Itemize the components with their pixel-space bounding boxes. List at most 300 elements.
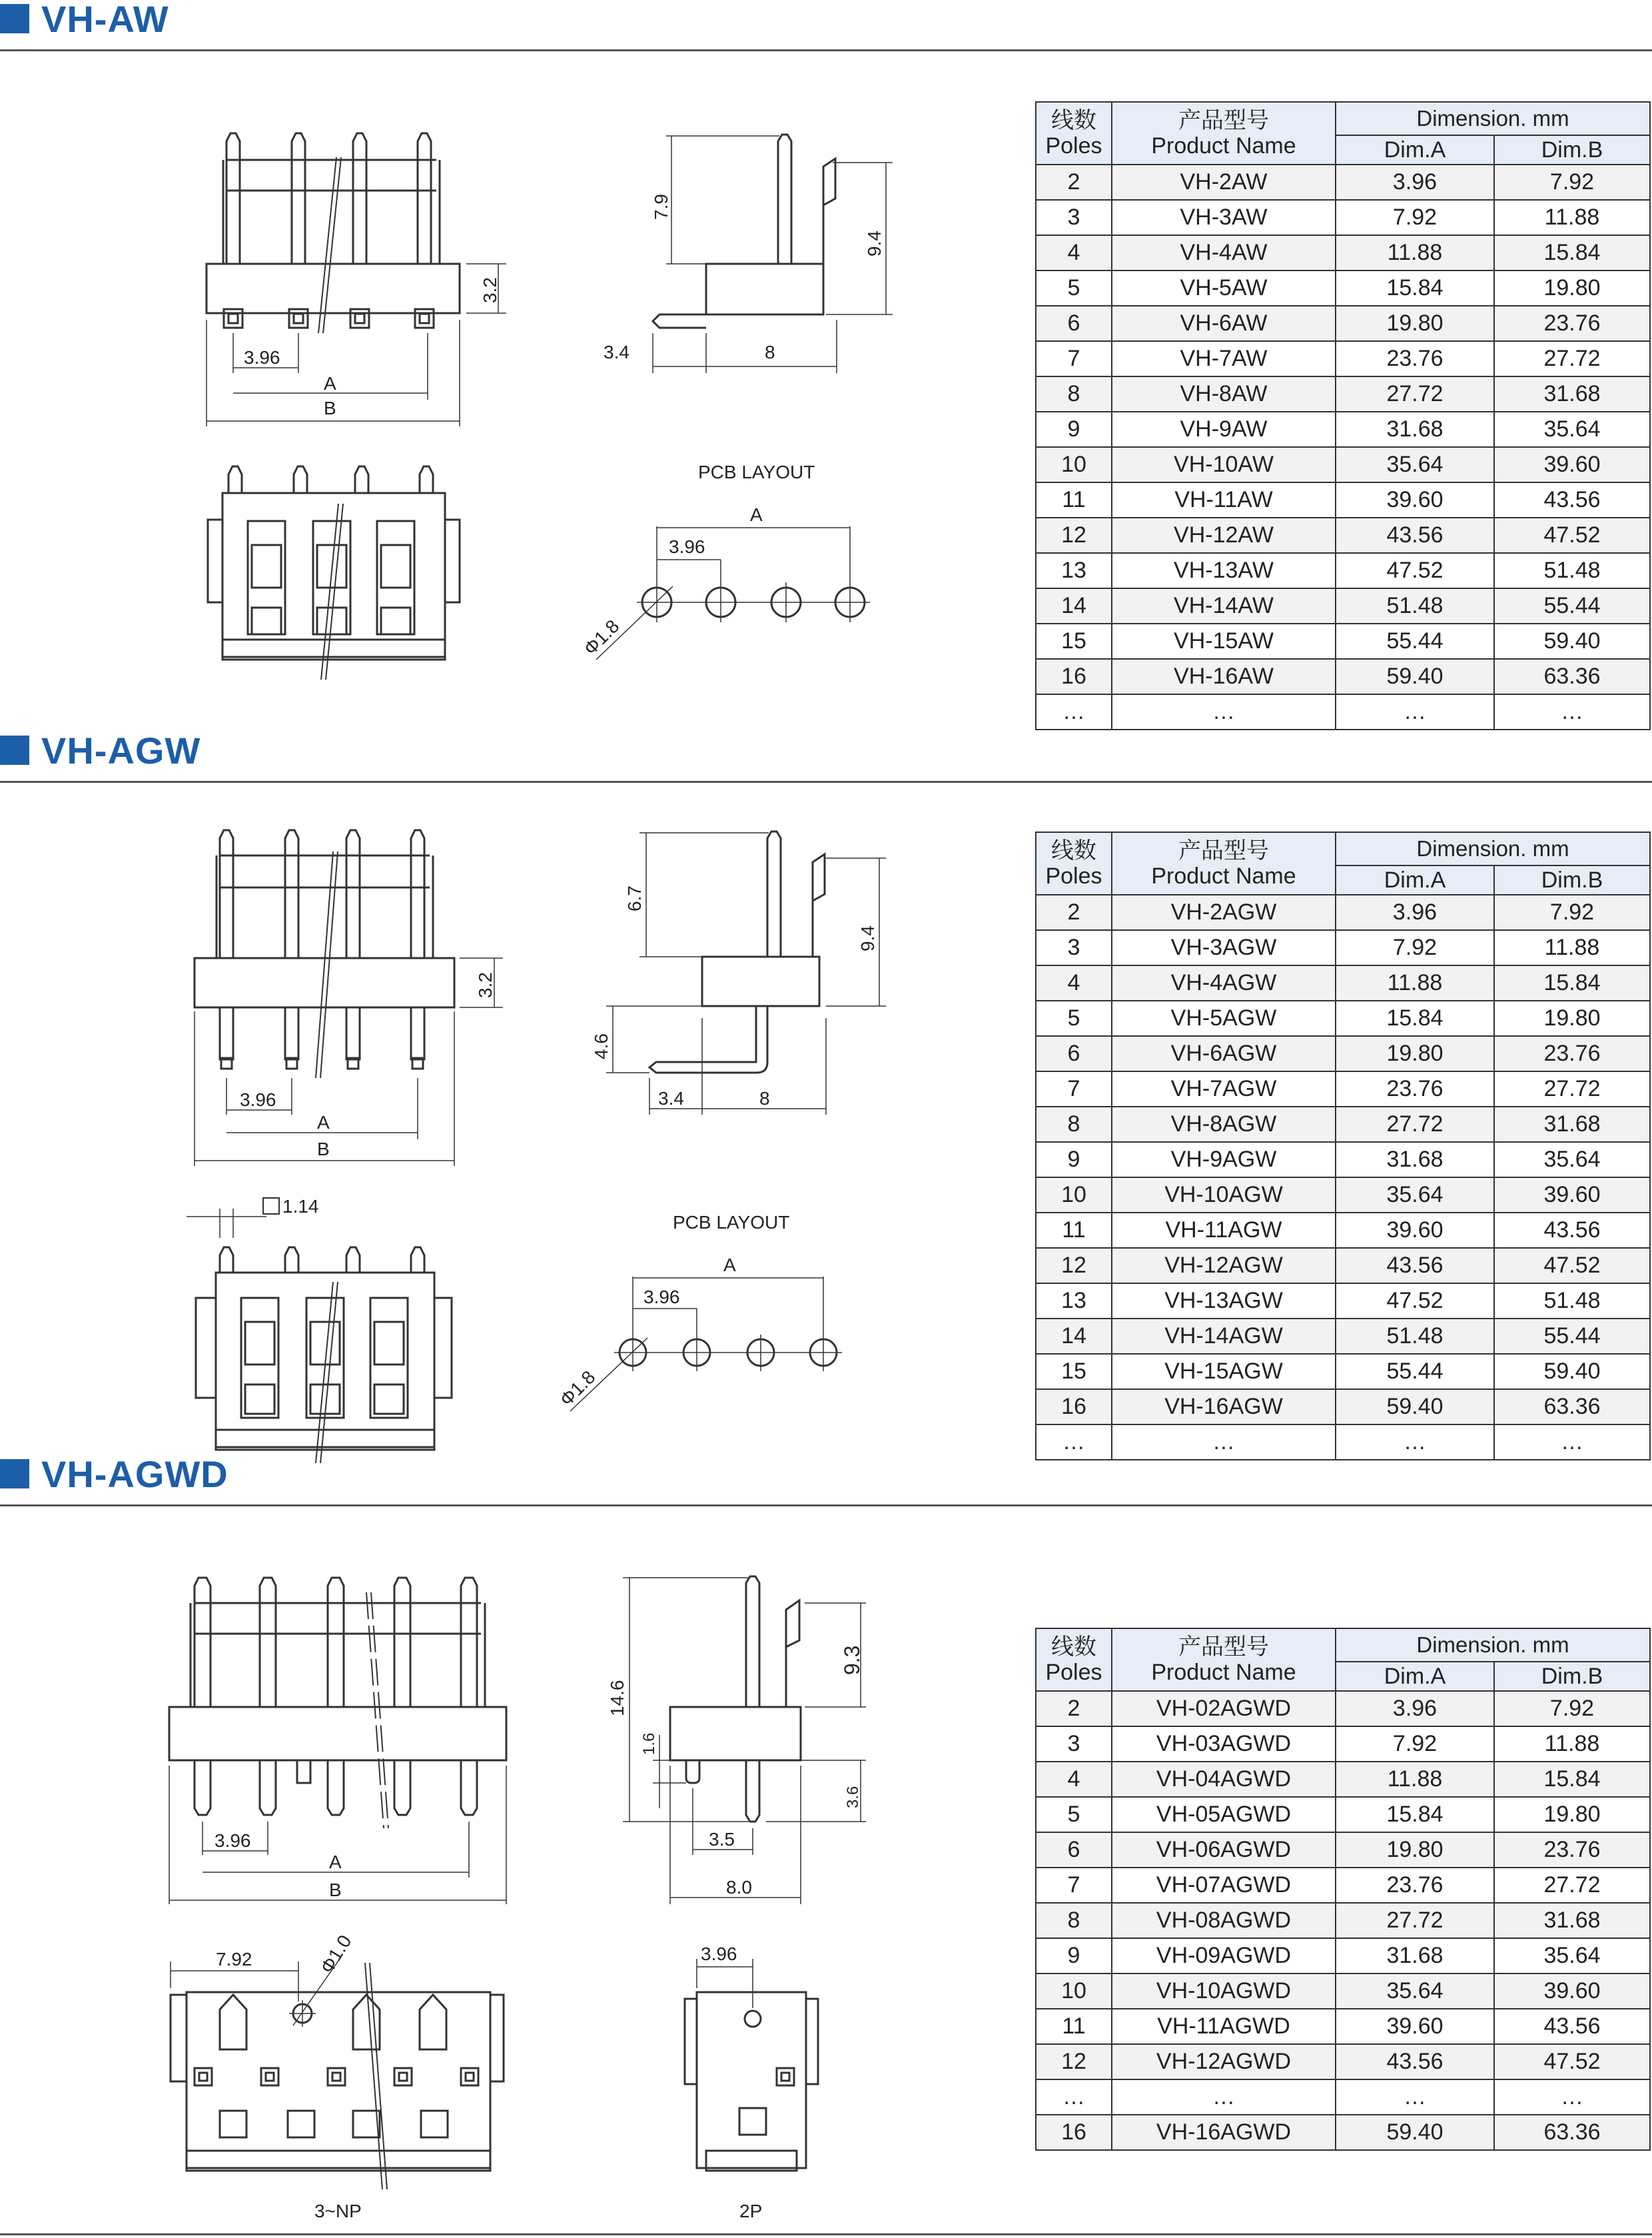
cell-product-name: VH-16AW [1112, 659, 1336, 694]
cell-product-name: VH-15AW [1112, 624, 1336, 659]
header-product-name: 产品型号 Product Name [1112, 832, 1336, 895]
cell-poles: 12 [1036, 518, 1112, 553]
cell-dim-a: 59.40 [1336, 1389, 1494, 1424]
technical-drawing [0, 1455, 1026, 2238]
cell-product-name: VH-2AGW [1112, 895, 1336, 930]
dim-side-peg-offset: 3.5 [709, 1829, 735, 1850]
technical-drawing [0, 732, 1026, 1464]
cell-product-name: VH-13AW [1112, 553, 1336, 588]
cell-poles: 16 [1036, 1389, 1112, 1424]
cell-dim-b: 47.52 [1494, 518, 1650, 553]
cell-dim-a: 47.52 [1336, 1283, 1494, 1319]
cell-poles: 10 [1036, 1973, 1112, 2009]
cell-product-name: VH-11AGWD [1112, 2009, 1336, 2044]
cell-product-name: VH-13AGW [1112, 1283, 1336, 1319]
cell-poles: 7 [1036, 1071, 1112, 1107]
dim-pitch-2p: 3.96 [701, 1944, 737, 1964]
cell-dim-a: 39.60 [1336, 1213, 1494, 1248]
cell-dim-b: … [1494, 2079, 1650, 2115]
cell-dim-a: 31.68 [1336, 1938, 1494, 1973]
cell-poles: 4 [1036, 965, 1112, 1001]
cell-product-name: … [1112, 2079, 1336, 2115]
section-title: VH-AGW [41, 730, 201, 772]
cell-poles: … [1036, 1424, 1112, 1460]
table-row [1036, 553, 1650, 588]
cell-product-name: VH-10AW [1112, 447, 1336, 482]
cell-dim-a: 35.64 [1336, 1973, 1494, 2009]
page-bottom-rule [0, 2233, 1652, 2235]
cell-dim-a: 31.68 [1336, 412, 1494, 447]
table-row [1036, 2044, 1650, 2079]
cell-dim-a: 11.88 [1336, 965, 1494, 1001]
cell-dim-b: 51.48 [1494, 1283, 1650, 1319]
cell-poles: 7 [1036, 341, 1112, 376]
dim-pitch: 3.96 [240, 1089, 276, 1110]
cell-product-name: VH-9AGW [1112, 1142, 1336, 1177]
cell-dim-b: 63.36 [1494, 2115, 1650, 2150]
cell-dim-a: 19.80 [1336, 1036, 1494, 1071]
cell-dim-b: 27.72 [1494, 1071, 1650, 1107]
cell-poles: 14 [1036, 1319, 1112, 1354]
table-row [1036, 930, 1650, 965]
cell-dim-b: 35.64 [1494, 412, 1650, 447]
front-view [206, 133, 506, 426]
cell-poles: 10 [1036, 447, 1112, 482]
cell-poles: 13 [1036, 553, 1112, 588]
pcb-layout-title: PCB LAYOUT [673, 1212, 790, 1233]
dim-a: A [317, 1112, 330, 1133]
cell-poles: 12 [1036, 2044, 1112, 2079]
dim-side-tail: 3.4 [604, 342, 629, 362]
header-dimension: Dimension. mm [1336, 102, 1650, 135]
header-dim-a: Dim.A [1336, 865, 1494, 895]
table-row [1036, 1177, 1650, 1213]
cell-poles: 5 [1036, 1797, 1112, 1832]
cell-poles: 6 [1036, 1832, 1112, 1868]
table-row [1036, 482, 1650, 518]
dim-side-len: 8 [765, 342, 775, 362]
cell-poles: 12 [1036, 1248, 1112, 1283]
cell-dim-a: 15.84 [1336, 1001, 1494, 1036]
dim-side-tail: 3.4 [658, 1088, 684, 1109]
table-row [1036, 1797, 1650, 1832]
cell-dim-a: 43.56 [1336, 2044, 1494, 2079]
dim-side-right: 9.3 [840, 1645, 864, 1675]
cell-dim-a: 7.92 [1336, 930, 1494, 965]
pcb-layout [596, 526, 870, 660]
dim-b: B [324, 398, 336, 418]
table-row [1036, 412, 1650, 447]
cell-poles: 11 [1036, 482, 1112, 518]
cell-dim-a: 51.48 [1336, 1319, 1494, 1354]
dim-side-total: 9.4 [857, 925, 878, 951]
bottom-view [187, 1198, 452, 1463]
cell-product-name: VH-15AGW [1112, 1354, 1336, 1389]
table-row [1036, 659, 1650, 694]
dim-side-top: 7.9 [651, 194, 671, 220]
cell-poles: 8 [1036, 1903, 1112, 1938]
cell-dim-a: 59.40 [1336, 659, 1494, 694]
table-row [1036, 1036, 1650, 1071]
cell-poles: 4 [1036, 1762, 1112, 1797]
cell-poles: 3 [1036, 930, 1112, 965]
header-poles: 线数 Poles [1036, 102, 1112, 165]
cell-dim-b: 23.76 [1494, 1036, 1650, 1071]
section-title: VH-AW [41, 0, 169, 40]
dim-side-low: 3.6 [844, 1786, 862, 1808]
cell-poles: 9 [1036, 1142, 1112, 1177]
dim-a: A [324, 373, 336, 394]
table-row [1036, 895, 1650, 930]
section-vh-agw [0, 732, 1652, 1464]
cell-dim-a: 7.92 [1336, 1726, 1494, 1762]
cell-dim-b: 27.72 [1494, 341, 1650, 376]
dim-side-total: 14.6 [607, 1680, 627, 1716]
header-dimension: Dimension. mm [1336, 1628, 1650, 1662]
table-row [1036, 1903, 1650, 1938]
table-row [1036, 1868, 1650, 1903]
table-row [1036, 2115, 1650, 2150]
cell-dim-b: 35.64 [1494, 1938, 1650, 1973]
cell-dim-b: 31.68 [1494, 1903, 1650, 1938]
side-view [653, 135, 893, 373]
table-row [1036, 165, 1650, 200]
cell-dim-b: 59.40 [1494, 624, 1650, 659]
cell-dim-a: 3.96 [1336, 1691, 1494, 1726]
cell-product-name: VH-7AGW [1112, 1071, 1336, 1107]
cell-product-name: VH-12AW [1112, 518, 1336, 553]
dimension-table [1035, 101, 1651, 730]
cell-dim-b: 39.60 [1494, 447, 1650, 482]
cell-dim-b: 27.72 [1494, 1868, 1650, 1903]
table-row [1036, 1762, 1650, 1797]
cell-dim-b: 7.92 [1494, 165, 1650, 200]
table-row [1036, 1389, 1650, 1424]
cell-product-name: VH-03AGWD [1112, 1726, 1336, 1762]
cell-product-name: VH-06AGWD [1112, 1832, 1336, 1868]
table-row [1036, 1691, 1650, 1726]
table-row [1036, 1832, 1650, 1868]
cell-dim-b: 15.84 [1494, 1762, 1650, 1797]
section-title: VH-AGWD [41, 1453, 228, 1495]
dim-height: 3.2 [475, 972, 496, 998]
cell-product-name: VH-5AW [1112, 271, 1336, 306]
cell-product-name: VH-08AGWD [1112, 1903, 1336, 1938]
cell-dim-a: 39.60 [1336, 2009, 1494, 2044]
dim-pin-square: 1.14 [282, 1196, 319, 1217]
cell-poles: 2 [1036, 895, 1112, 930]
cell-dim-a: 23.76 [1336, 1868, 1494, 1903]
cell-product-name: VH-11AGW [1112, 1213, 1336, 1248]
cell-product-name: VH-4AGW [1112, 965, 1336, 1001]
cell-dim-b: 39.60 [1494, 1973, 1650, 2009]
cell-dim-a: 31.68 [1336, 1142, 1494, 1177]
bottom-view-2p [685, 1959, 818, 2171]
dim-side-len: 8.0 [726, 1877, 752, 1898]
cell-product-name: VH-09AGWD [1112, 1938, 1336, 1973]
pcb-dim-pitch: 3.96 [643, 1287, 680, 1307]
cell-dim-b: 7.92 [1494, 895, 1650, 930]
side-view [606, 832, 886, 1115]
table-row [1036, 1071, 1650, 1107]
dim-side-peg: 1.6 [640, 1732, 658, 1755]
section-vh-aw [0, 0, 1652, 740]
header-dim-a: Dim.A [1336, 135, 1494, 165]
cell-poles: 10 [1036, 1177, 1112, 1213]
front-view [195, 830, 503, 1166]
cell-poles: 9 [1036, 412, 1112, 447]
cell-poles: 14 [1036, 588, 1112, 624]
header-product-name: 产品型号 Product Name [1112, 1628, 1336, 1691]
cell-poles: 2 [1036, 165, 1112, 200]
cell-dim-b: 59.40 [1494, 1354, 1650, 1389]
cell-dim-a: 55.44 [1336, 1354, 1494, 1389]
cell-product-name: VH-04AGWD [1112, 1762, 1336, 1797]
cell-poles: 11 [1036, 2009, 1112, 2044]
cell-dim-a: 27.72 [1336, 376, 1494, 412]
cell-poles: 3 [1036, 200, 1112, 235]
cell-dim-a: 23.76 [1336, 341, 1494, 376]
cell-dim-a: 3.96 [1336, 165, 1494, 200]
dim-side-len: 8 [759, 1088, 770, 1109]
cell-dim-b: 31.68 [1494, 1107, 1650, 1142]
cell-product-name: VH-02AGWD [1112, 1691, 1336, 1726]
table-row [1036, 306, 1650, 341]
table-row [1036, 200, 1650, 235]
dim-side-total: 9.4 [864, 231, 885, 257]
cell-dim-b: 63.36 [1494, 1389, 1650, 1424]
cell-dim-b: 11.88 [1494, 930, 1650, 965]
cell-product-name: VH-9AW [1112, 412, 1336, 447]
table-row [1036, 235, 1650, 271]
table-row [1036, 1283, 1650, 1319]
cell-poles: 16 [1036, 659, 1112, 694]
cell-dim-a: 43.56 [1336, 518, 1494, 553]
dim-pitch: 3.96 [214, 1830, 251, 1851]
dim-b: B [329, 1880, 342, 1900]
header-poles: 线数 Poles [1036, 1628, 1112, 1691]
cell-product-name: VH-6AGW [1112, 1036, 1336, 1071]
cell-dim-a: 35.64 [1336, 1177, 1494, 1213]
cell-poles: 3 [1036, 1726, 1112, 1762]
pcb-layout [570, 1277, 842, 1411]
cell-dim-b: 15.84 [1494, 235, 1650, 271]
cell-dim-a: … [1336, 694, 1494, 730]
cell-dim-a: 11.88 [1336, 1762, 1494, 1797]
table-row [1036, 271, 1650, 306]
cell-dim-a: 11.88 [1336, 235, 1494, 271]
cell-product-name: VH-8AW [1112, 376, 1336, 412]
cell-dim-b: 55.44 [1494, 588, 1650, 624]
table-row [1036, 694, 1650, 730]
table-row [1036, 1319, 1650, 1354]
table-row [1036, 1142, 1650, 1177]
header-dim-a: Dim.A [1336, 1662, 1494, 1691]
cell-dim-a: 59.40 [1336, 2115, 1494, 2150]
cell-poles: 6 [1036, 1036, 1112, 1071]
cell-dim-b: … [1494, 1424, 1650, 1460]
bottom-view-3np [171, 1959, 504, 2189]
cell-dim-b: 39.60 [1494, 1177, 1650, 1213]
pcb-dim-a: A [750, 504, 763, 525]
table-row [1036, 341, 1650, 376]
cell-poles: 4 [1036, 235, 1112, 271]
cell-product-name: VH-4AW [1112, 235, 1336, 271]
cell-dim-a: 39.60 [1336, 482, 1494, 518]
cell-dim-a: 3.96 [1336, 895, 1494, 930]
dim-pitch-double: 7.92 [216, 1949, 252, 1969]
table-row [1036, 1354, 1650, 1389]
header-product-name: 产品型号 Product Name [1112, 102, 1336, 165]
cell-product-name: VH-16AGW [1112, 1389, 1336, 1424]
cell-product-name: VH-14AW [1112, 588, 1336, 624]
cell-dim-b: 43.56 [1494, 1213, 1650, 1248]
cell-poles: 2 [1036, 1691, 1112, 1726]
cell-poles: 13 [1036, 1283, 1112, 1319]
cell-dim-a: 35.64 [1336, 447, 1494, 482]
cell-dim-b: 15.84 [1494, 965, 1650, 1001]
caption-3np: 3~NP [314, 2201, 362, 2221]
hole-diameter: Φ1.0 [316, 1931, 356, 1977]
cell-poles: 8 [1036, 376, 1112, 412]
cell-poles: … [1036, 2079, 1112, 2115]
cell-dim-b: 51.48 [1494, 553, 1650, 588]
table-row [1036, 1248, 1650, 1283]
cell-poles: 7 [1036, 1868, 1112, 1903]
cell-product-name: … [1112, 1424, 1336, 1460]
technical-drawing [0, 0, 1026, 740]
cell-dim-a: 15.84 [1336, 1797, 1494, 1832]
cell-dim-a: 19.80 [1336, 306, 1494, 341]
cell-poles: 5 [1036, 271, 1112, 306]
dim-a: A [329, 1852, 342, 1872]
table-row [1036, 2009, 1650, 2044]
cell-dim-b: 19.80 [1494, 1797, 1650, 1832]
cell-poles: 15 [1036, 1354, 1112, 1389]
cell-dim-b: 23.76 [1494, 306, 1650, 341]
cell-poles: 15 [1036, 624, 1112, 659]
cell-poles: … [1036, 694, 1112, 730]
cell-dim-a: 23.76 [1336, 1071, 1494, 1107]
cell-product-name: VH-2AW [1112, 165, 1336, 200]
table-row [1036, 1726, 1650, 1762]
table-row [1036, 447, 1650, 482]
dim-side-top: 6.7 [624, 885, 645, 911]
cell-dim-b: 43.56 [1494, 482, 1650, 518]
dim-height: 3.2 [480, 277, 500, 303]
cell-dim-b: 11.88 [1494, 1726, 1650, 1762]
cell-product-name: VH-3AW [1112, 200, 1336, 235]
header-dim-b: Dim.B [1494, 865, 1650, 895]
cell-dim-b: 19.80 [1494, 271, 1650, 306]
cell-dim-b: 31.68 [1494, 376, 1650, 412]
cell-dim-b: 55.44 [1494, 1319, 1650, 1354]
cell-product-name: VH-7AW [1112, 341, 1336, 376]
cell-product-name: VH-05AGWD [1112, 1797, 1336, 1832]
table-row [1036, 1973, 1650, 2009]
cell-product-name: VH-07AGWD [1112, 1868, 1336, 1903]
table-row [1036, 518, 1650, 553]
cell-product-name: … [1112, 694, 1336, 730]
table-row [1036, 588, 1650, 624]
cell-poles: 5 [1036, 1001, 1112, 1036]
section-vh-agwd [0, 1455, 1652, 2238]
cell-dim-b: 63.36 [1494, 659, 1650, 694]
cell-dim-a: … [1336, 2079, 1494, 2115]
cell-product-name: VH-11AW [1112, 482, 1336, 518]
dimension-table [1035, 1628, 1651, 2151]
cell-dim-b: 43.56 [1494, 2009, 1650, 2044]
pcb-dim-a: A [723, 1255, 736, 1275]
cell-product-name: VH-5AGW [1112, 1001, 1336, 1036]
table-row [1036, 2079, 1650, 2115]
cell-dim-b: 47.52 [1494, 1248, 1650, 1283]
cell-poles: 8 [1036, 1107, 1112, 1142]
cell-product-name: VH-12AGWD [1112, 2044, 1336, 2079]
table-row [1036, 376, 1650, 412]
cell-dim-a: 7.92 [1336, 200, 1494, 235]
table-row [1036, 1107, 1650, 1142]
side-view [623, 1576, 866, 1904]
table-row [1036, 1213, 1650, 1248]
cell-dim-b: 23.76 [1494, 1832, 1650, 1868]
pcb-layout-title: PCB LAYOUT [698, 462, 815, 482]
cell-product-name: VH-3AGW [1112, 930, 1336, 965]
cell-product-name: VH-14AGW [1112, 1319, 1336, 1354]
cell-dim-a: 15.84 [1336, 271, 1494, 306]
cell-dim-a: 27.72 [1336, 1903, 1494, 1938]
header-dimension: Dimension. mm [1336, 832, 1650, 865]
dim-pitch: 3.96 [244, 347, 280, 368]
bottom-view [208, 466, 460, 680]
table-row [1036, 624, 1650, 659]
cell-poles: 6 [1036, 306, 1112, 341]
cell-dim-b: 11.88 [1494, 200, 1650, 235]
table-row [1036, 1938, 1650, 1973]
table-row [1036, 965, 1650, 1001]
cell-dim-a: 43.56 [1336, 1248, 1494, 1283]
cell-product-name: VH-16AGWD [1112, 2115, 1336, 2150]
header-poles: 线数 Poles [1036, 832, 1112, 895]
header-dim-b: Dim.B [1494, 1662, 1650, 1691]
cell-dim-a: 51.48 [1336, 588, 1494, 624]
dim-side-drop: 4.6 [591, 1033, 612, 1059]
cell-dim-a: 27.72 [1336, 1107, 1494, 1142]
dimension-table [1035, 832, 1651, 1460]
header-dim-b: Dim.B [1494, 135, 1650, 165]
cell-dim-b: 19.80 [1494, 1001, 1650, 1036]
cell-dim-a: 55.44 [1336, 624, 1494, 659]
cell-product-name: VH-12AGW [1112, 1248, 1336, 1283]
cell-dim-b: 47.52 [1494, 2044, 1650, 2079]
cell-poles: 16 [1036, 2115, 1112, 2150]
table-row [1036, 1001, 1650, 1036]
cell-dim-a: … [1336, 1424, 1494, 1460]
pcb-dim-pitch: 3.96 [669, 536, 705, 557]
cell-poles: 11 [1036, 1213, 1112, 1248]
cell-dim-a: 19.80 [1336, 1832, 1494, 1868]
cell-poles: 9 [1036, 1938, 1112, 1973]
pcb-hole-diameter: Φ1.8 [556, 1367, 600, 1410]
cell-product-name: VH-10AGW [1112, 1177, 1336, 1213]
cell-dim-a: 47.52 [1336, 553, 1494, 588]
pcb-hole-diameter: Φ1.8 [580, 616, 623, 660]
cell-product-name: VH-8AGW [1112, 1107, 1336, 1142]
cell-dim-b: 35.64 [1494, 1142, 1650, 1177]
cell-dim-b: … [1494, 694, 1650, 730]
cell-product-name: VH-6AW [1112, 306, 1336, 341]
cell-product-name: VH-10AGWD [1112, 1973, 1336, 2009]
